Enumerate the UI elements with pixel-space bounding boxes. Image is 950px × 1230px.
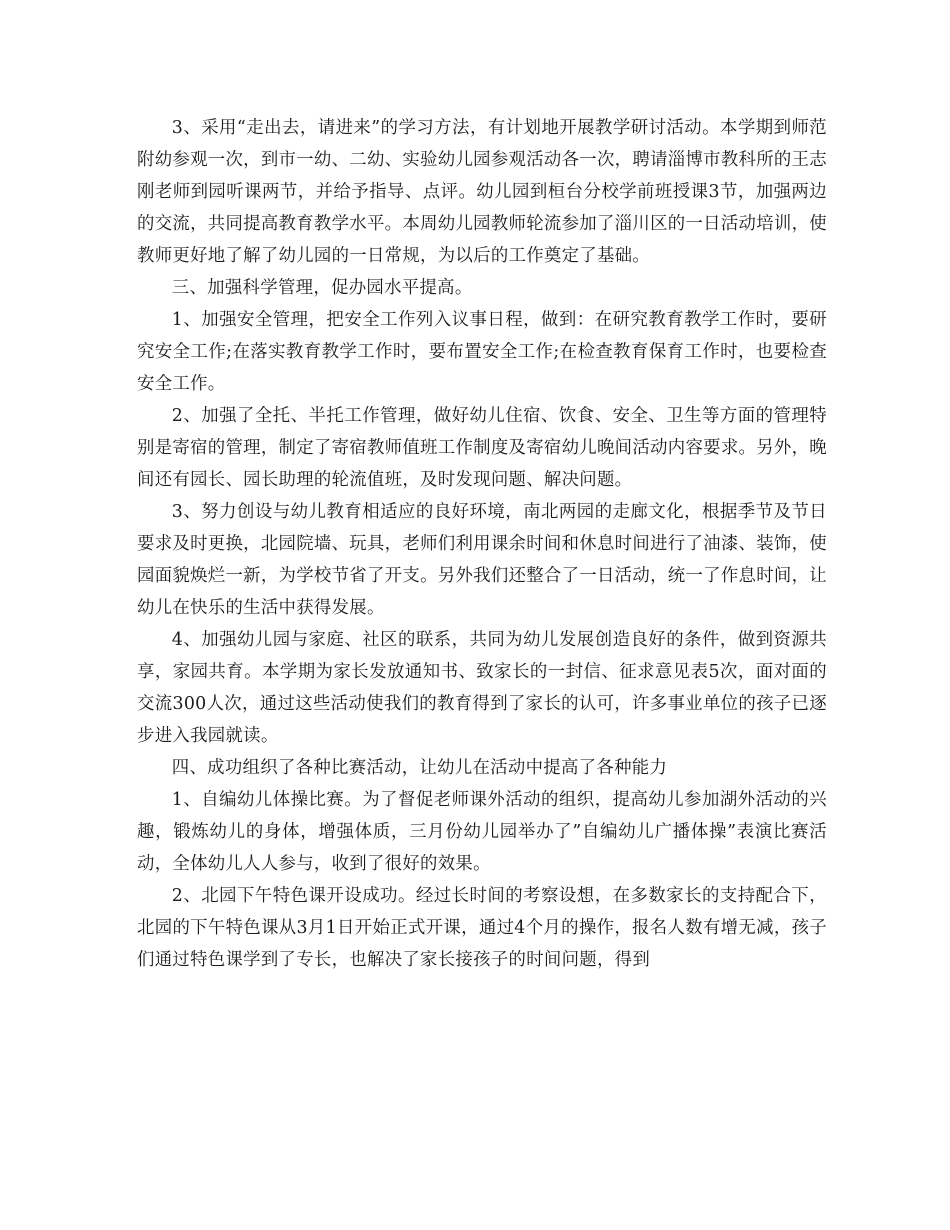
paragraph-boarding-management: 2、加强了全托、半托工作管理，做好幼儿住宿、饮食、安全、卫生等方面的管理特别是寄宿的管理，制定了寄宿教师值班工作制度及寄宿幼儿晚间活动内容要求。另外，晚间还有园长、园长助理的轮流值班，及时发现问题、解决问题。	[137, 406, 827, 490]
paragraph-safety-management: 1、加强安全管理，把安全工作列入议事日程，做到：在研究教育教学工作时，要研究安全工作;在落实教育教学工作时，要布置安全工作;在检查教育保育工作时，也要检查安全工作。	[137, 310, 827, 394]
document-body	[137, 112, 827, 976]
paragraph-gymnastics-contest: 1、自编幼儿体操比赛。为了督促老师课外活动的组织，提高幼儿参加湖外活动的兴趣，锻炼幼儿的身体，增强体质，三月份幼儿园举办了”自编幼儿广播体操”表演比赛活动，全体幼儿人人参与，收到了很好的效果。	[137, 790, 827, 874]
paragraph-environment: 3、努力创设与幼儿教育相适应的良好环境，南北两园的走廊文化，根据季节及节日要求及时更换，北园院墙、玩具，老师们利用课余时间和休息时间进行了油漆、装饰，使园面貌焕烂一新，为学校节省了开支。另外我们还整合了一日活动，统一了作息时间，让幼儿在快乐的生活中获得发展。	[137, 502, 827, 618]
paragraph-afternoon-classes: 2、北园下午特色课开设成功。经过长时间的考察设想，在多数家长的支持配合下，北园的下午特色课从3月1日开始正式开课，通过4个月的操作，报名人数有增无减，孩子们通过特色课学到了专长，也解决了家长接孩子的时间问题，得到	[137, 886, 827, 970]
paragraph-family-community: 4、加强幼儿园与家庭、社区的联系，共同为幼儿发展创造良好的条件，做到资源共享，家园共育。本学期为家长发放通知书、致家长的一封信、征求意见表5次，面对面的交流300人次，通过这些活动使我们的教育得到了家长的认可，许多事业单位的孩子已逐步进入我园就读。	[137, 630, 827, 746]
section-heading-competitions: 四、成功组织了各种比赛活动，让幼儿在活动中提高了各种能力	[171, 758, 668, 778]
paragraph-study-methods: 3、采用“走出去，请进来”的学习方法，有计划地开展教学研讨活动。本学期到师范附幼参观一次，到市一幼、二幼、实验幼儿园参观活动各一次，聘请淄博市教科所的王志刚老师到园听课两节，并给予指导、点评。幼儿园到桓台分校学前班授课3节，加强两边的交流，共同提高教育教学水平。本周幼儿园教师轮流参加了淄川区的一日活动培训，使教师更好地了解了幼儿园的一日常规，为以后的工作奠定了基础。	[137, 118, 827, 266]
section-heading-management: 三、加强科学管理，促办园水平提高。	[171, 278, 473, 298]
